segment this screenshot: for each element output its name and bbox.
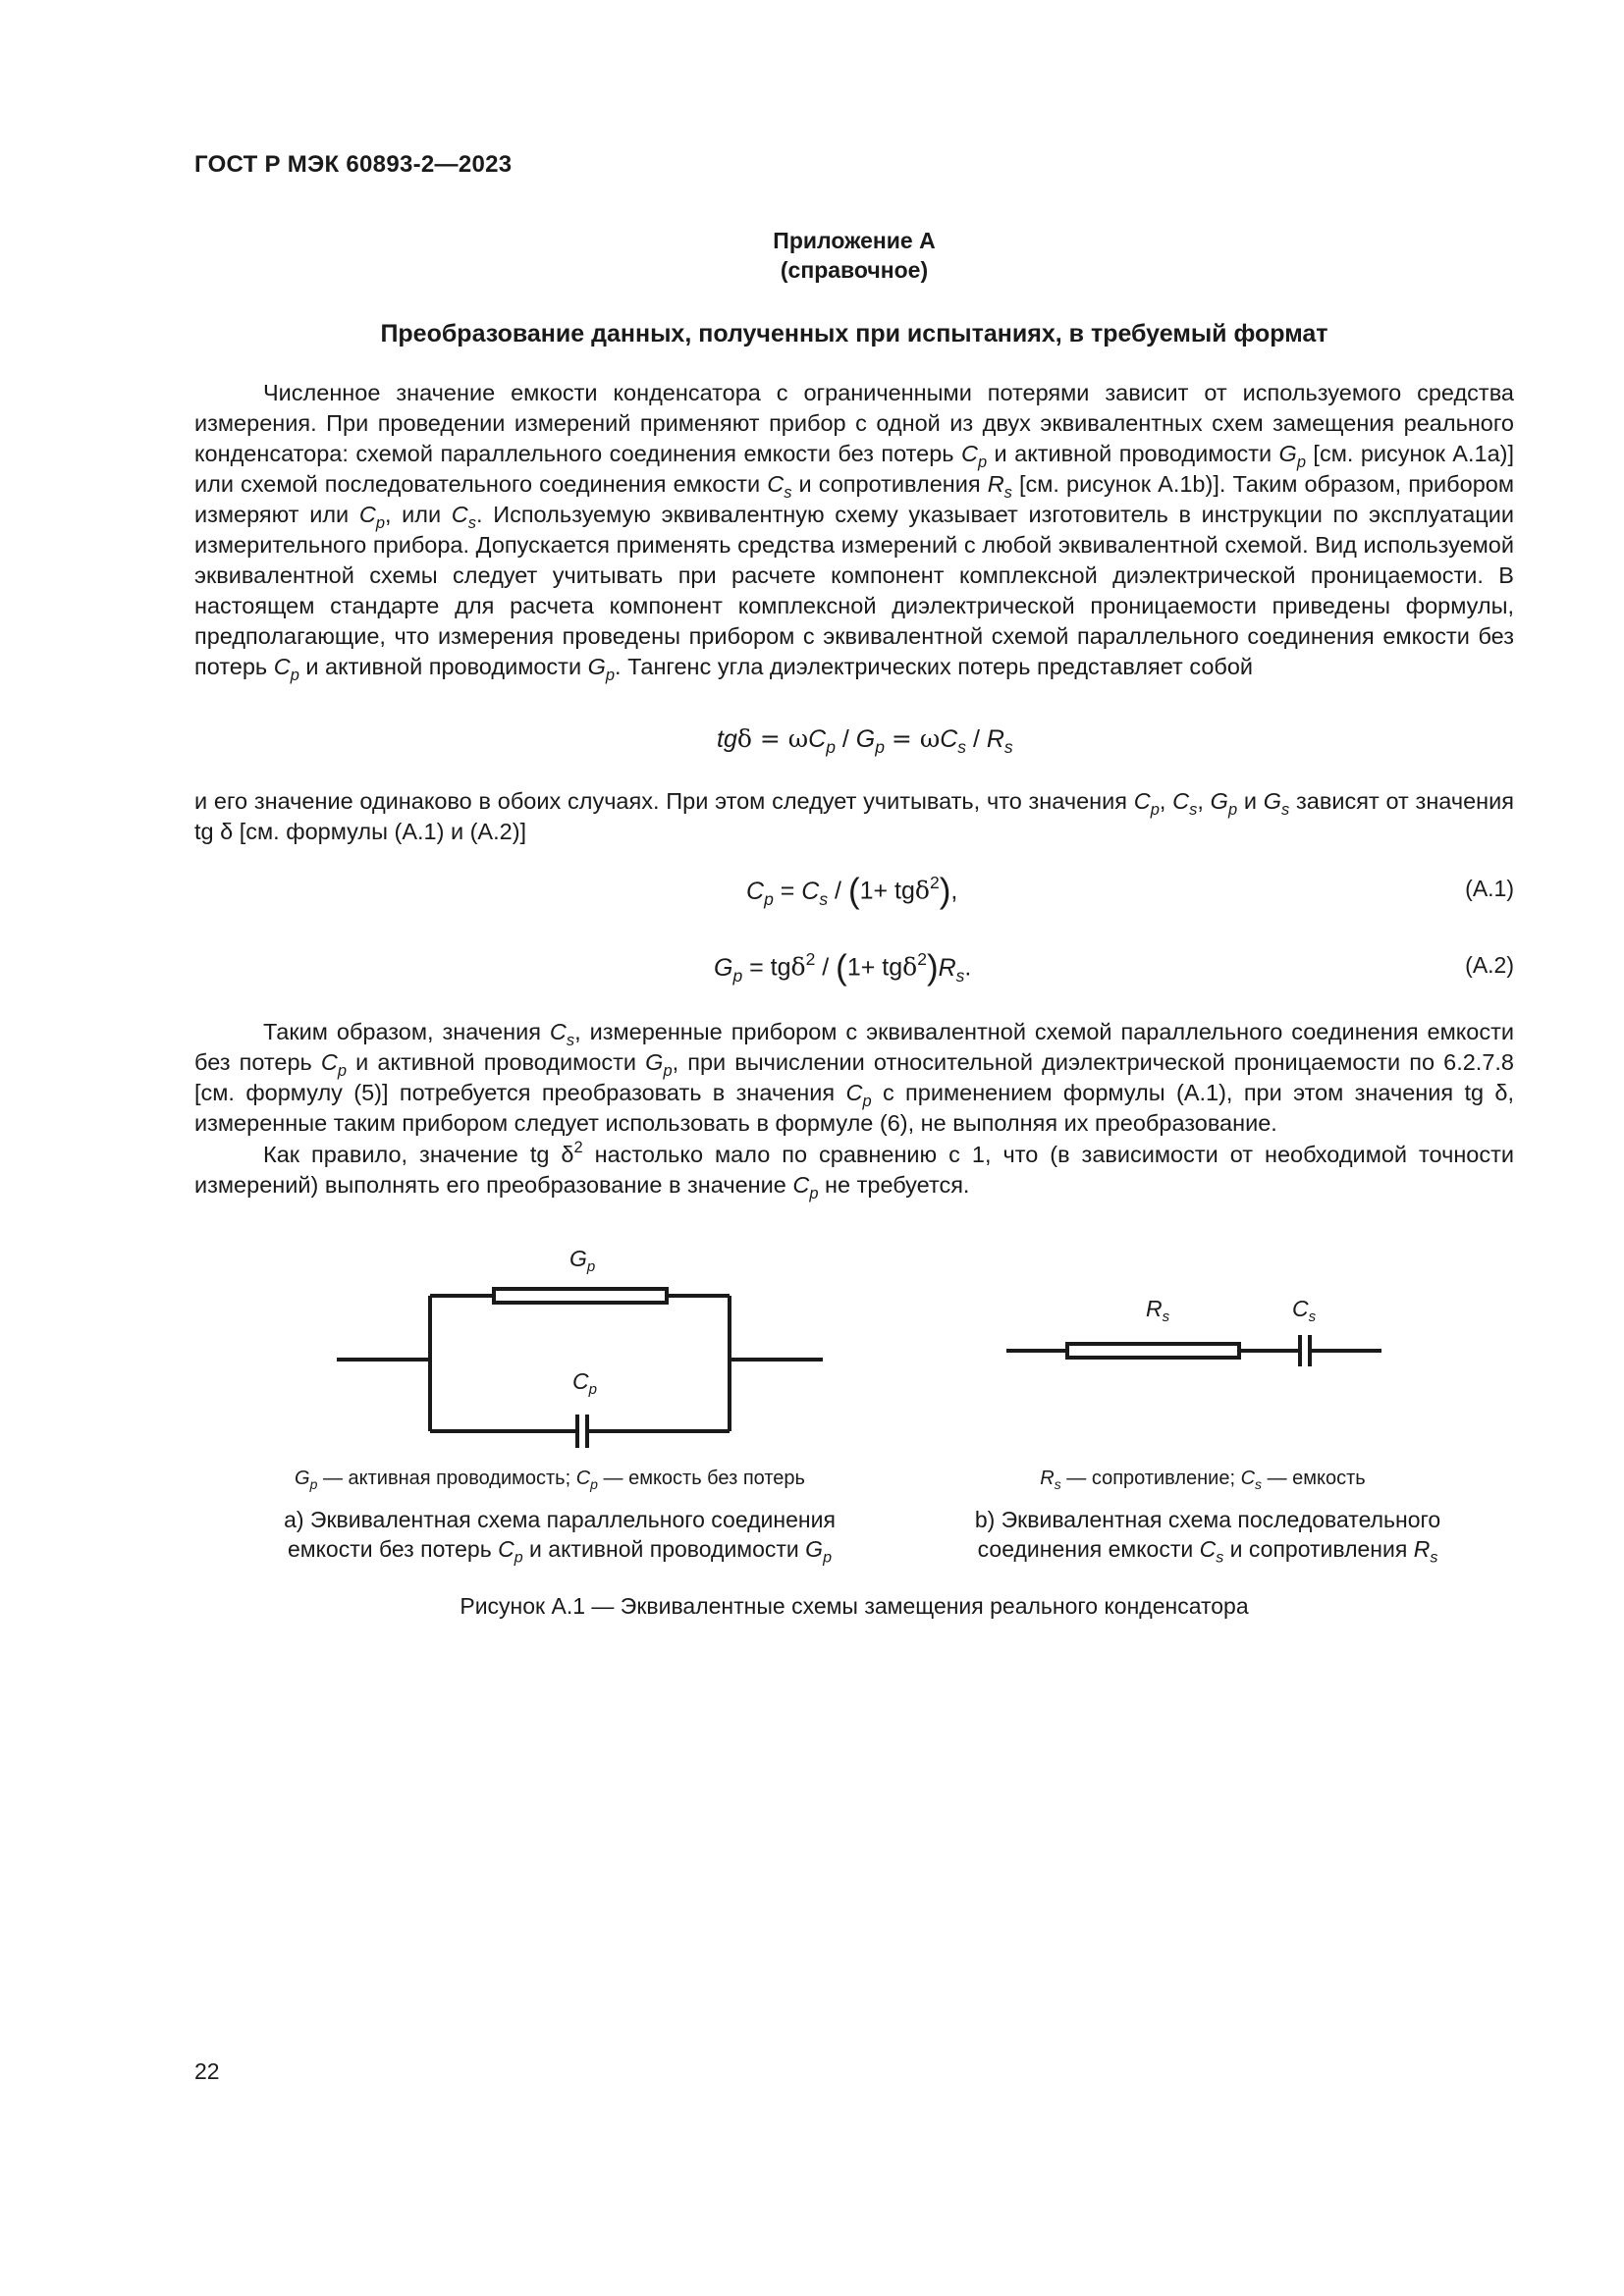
figure-a1-circuits bbox=[0, 1217, 1624, 1453]
resistor-gp bbox=[494, 1289, 667, 1303]
legend-b: $R_s$ — сопротивление; $C_s$ — емкость bbox=[1040, 1468, 1366, 1492]
label-cs: $C_s$ bbox=[1292, 1296, 1317, 1325]
equation-a1: $C_p = C_s / (1+ tg\delta^2)$, bbox=[746, 872, 958, 910]
caption-b: b) Эквивалентная схема последовательного соединения емкости $C_s$ и сопротивления $R_s$ bbox=[974, 1507, 1441, 1567]
paragraph-2: и его значение одинаково в обоих случаях. При этом следует учитывать, что значения $C_p$, $C_s$, $G_p$ и $G_s$ зависят от значения tg δ [см. формулы (А.1) и (А.2)] bbox=[194, 788, 1515, 844]
label-rs: $R_s$ bbox=[1146, 1296, 1170, 1325]
annex-subtitle: (справочное) bbox=[780, 257, 929, 283]
resistor-rs bbox=[1067, 1344, 1239, 1358]
caption-a: а) Эквивалентная схема параллельного соединения емкости без потерь $C_p$ и активной проводимости $G_p$ bbox=[284, 1507, 836, 1567]
annex-title-block bbox=[194, 226, 1514, 285]
series-circuit-diagram bbox=[1006, 1335, 1381, 1366]
paragraph-1: Численное значение емкости конденсатора с ограниченными потерями зависит от используемого средства измерения. При проведении измерений применяют прибор с одной из двух эквивалентных схем замещения реального конденсатора: схемой параллельного соединения емкости без потерь $C_p$ и активной проводимости $G_p$ [см. рисунок А.1а)] или схемой последовательного соединения емкости $C_s$ и сопротивления $R_s$ [см. рисунок А.1b)]. Таким образом, прибором измеряют или $C_p$, или $C_s$. Используемую эквивалентную схему указывает изготовитель в инструкции по эксплуатации измерительного прибора. Допускается применять средства измерений с любой эквивалентной схемой. Вид используемой эквивалентной схемы следует учитывать при расчете компонент комплексной диэлектрической проницаемости. В настоящем стандарте для расчета компонент комплексной диэлектрической проницаемости приведены формулы, предполагающие, что измерения проведены прибором с эквивалентной схемой параллельного соединения емкости без потерь $C_p$ и активной проводимости $G_p$. Тангенс угла диэлектрических потерь представляет собой bbox=[194, 380, 1515, 684]
label-gp: $G_p$ bbox=[569, 1246, 596, 1275]
formula-tg-delta: $tg\delta = \omega C_p / G_p = \omega C_s / R_s$ bbox=[717, 724, 1013, 758]
document-header: ГОСТ Р МЭК 60893-2—2023 bbox=[194, 151, 513, 178]
equation-a2-number: (А.2) bbox=[1465, 952, 1514, 978]
legend-a: $G_p$ — активная проводимость; $C_p$ — емкость без потерь bbox=[295, 1468, 805, 1492]
label-cp: $C_p$ bbox=[572, 1368, 597, 1398]
paragraph-4: Как правило, значение tg $\delta^2$ настолько мало по сравнению с 1, что (в зависимости от необходимой точности измерений) выполнять его преобразование в значение $C_p$ не требуется. bbox=[194, 1139, 1515, 1202]
equation-a2: $G_p = tg\delta^2 / (1+ tg\delta^2)R_s$. bbox=[714, 948, 972, 987]
figure-title: Рисунок А.1 — Эквивалентные схемы замещения реального конденсатора bbox=[460, 1593, 1249, 1619]
annex-heading: Преобразование данных, полученных при испытаниях, в требуемый формат bbox=[380, 320, 1328, 347]
page-number: 22 bbox=[194, 2058, 220, 2084]
equation-a1-number: (А.1) bbox=[1465, 876, 1514, 901]
paragraph-3: Таким образом, значения $C_s$, измеренные прибором с эквивалентной схемой параллельного соединения емкости без потерь $C_p$ и активной проводимости $G_p$, при вычислении относительной диэлектрической проницаемости по 6.2.7.8 [см. формулу (5)] потребуется преобразовать в значения $C_p$ с применением формулы (А.1), при этом значения tg δ, измеренные таким прибором следует использовать в формуле (6), не выполняя их преобразование. bbox=[194, 1019, 1515, 1136]
annex-title: Приложение А bbox=[773, 228, 936, 253]
